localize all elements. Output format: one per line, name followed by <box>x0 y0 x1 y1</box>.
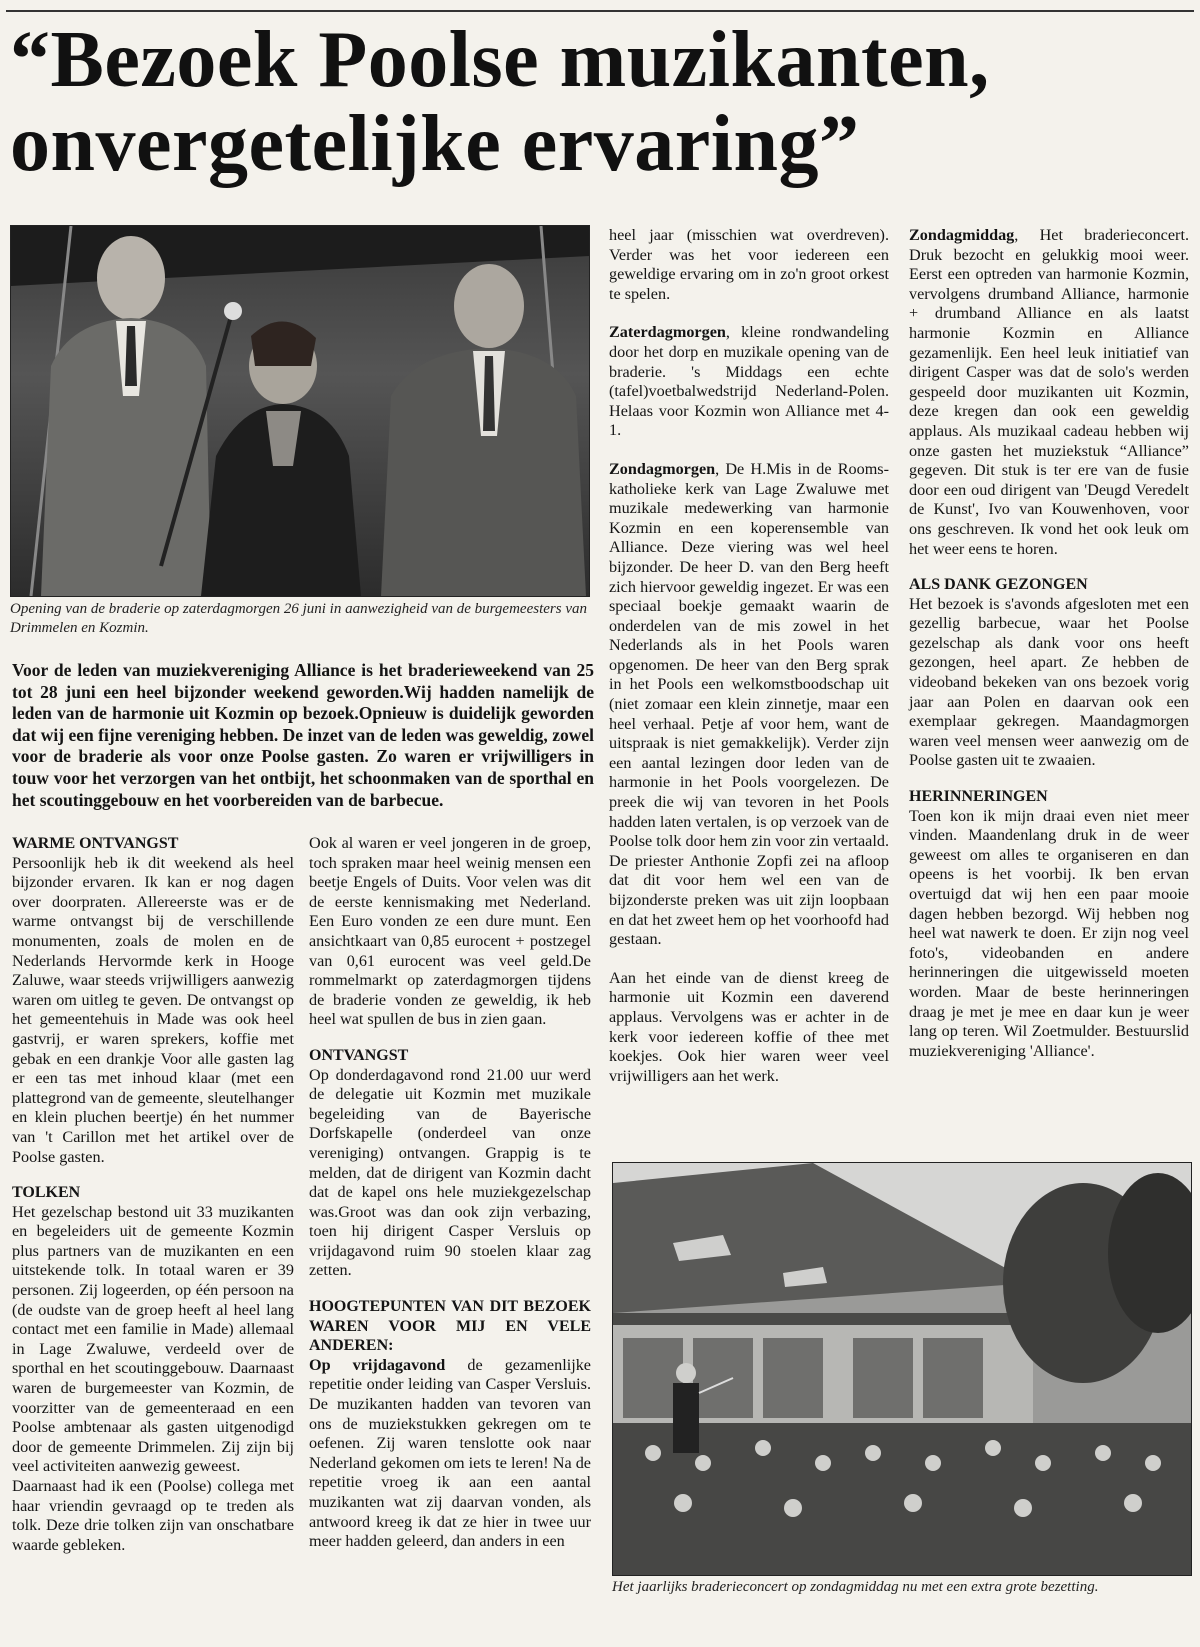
top-rule <box>6 10 1194 12</box>
paragraph-herinneringen: Toen kon ik mijn draai even niet meer vinden. Maandenlang druk in de weer geweest om alles te organiseren en dan opeens is het voorbij. Ik ben ervan overtuigd dat wij hen een paar mooie dagen hebben bezorgd. Wij hebben nog heel wat nawerk te doen. Er zijn nog veel foto's, videobanden en andere herinneringen die uitgewisseld moeten worden. Maar de beste herinneringen draag je met je mee en daar kun je weer lang op teren. Wil Zoetmulder. Bestuurslid muziekvereniging 'Alliance'. <box>909 806 1189 1060</box>
paragraph-continuation: heel jaar (misschien wat overdreven). Verder was het voor iedereen een geweldige ervaring om in zo'n groot orkest te spelen. <box>609 226 889 303</box>
paragraph-tolken: Het gezelschap bestond uit 33 muzikanten en begeleiders uit de gemeente Kozmin plus partners van de muzikanten en een uitstekende tolk. In totaal waren er 39 personen. Zij logeerden, op één persoon na (de oudste van de groep heeft al heel lang contact met een familie in Made) allemaal in Lage Zwaluwe, verdeeld over de sporthal en het scoutinggebouw. Daarnaast waren de burgemeester van Kozmin, de voorzitter van de gemeenteraad en een Poolse ambtenaar als gasten uitgenodigd door de gemeente Drimmelen. Zij zijn bij veel activiteiten aanwezig geweest. <box>12 1202 294 1476</box>
section-heading-herinneringen: HERINNERINGEN <box>909 788 1048 806</box>
column-1 <box>12 834 294 1555</box>
concert-photo-caption: Het jaarlijks braderieconcert op zondagmiddag nu met een extra grote bezetting. <box>612 1579 1099 1595</box>
text-zondagmorgen: , De H.Mis in de Rooms-katholieke kerk van Lage Zwaluwe met muzikale medewerking van harmonie Kozmin en een koperensemble van Alliance. Deze viering was wel heel bijzonder. De heer D. van den Berg heeft zich hiervoor geweldig ingezet. Er was een speciaal boekje gemaakt waarin de onderdelen van de mis zowel in het Nederlands als in het Pools waren opgenomen. De heer van den Berg sprak in het Pools een welkomstboodschap uit (niet zomaar een klein zinnetje, maar een heel verhaal. Petje af voor hem, want de uitspraak is niet gemakkelijk). Verder zijn een aantal lezingen door leden van de harmonie in het Pools voorgelezen. De preek die wij van tevoren in het Pools hadden laten vertalen, is op verzoek van de Poolse tolk door hem zin voor zin vertaald. De priester Anthonie Zopfi zei na afloop dat dit voor hem wel een van de bijzonderste preken was uit zijn loopbaan en dat het zweet hem op het voorhoofd had gestaan. <box>609 459 889 949</box>
lead-in-zaterdagmorgen: Zaterdagmorgen <box>609 323 726 342</box>
section-heading-tolken: TOLKEN <box>12 1184 81 1202</box>
lead-paragraph: Voor de leden van muziekvereniging Alliance is het braderieweekend van 25 tot 28 juni een heel bijzonder weekend geworden.Wij hadden namelijk de leden van de harmonie uit Kozmin op bezoek.Opnieuw is duidelijk geworden dat wij een fijne vereniging hebben. De inzet van de leden was geweldig, zowel voor de braderie als voor onze Poolse gasten. Zo waren er vrijwilligers in touw voor het verzorgen van het ontbijt, het schoonmaken van de sporthal en het scoutinggebouw en het voorbereiden van de barbecue. <box>12 660 594 810</box>
paragraph-zondagmiddag <box>909 226 1189 559</box>
paragraph-warme-ontvangst: Persoonlijk heb ik dit weekend als heel bijzonder ervaren. Ik kan er nog dagen over doorpraten. Allereerste was er de warme ontvangst bij de verschillende monumenten, zoals de molen en de Nederlands Hervormde kerk in Hooge Zaluwe, waar steeds vrijwilligers aanwezig waren om uitleg te geven. De ontvangst op het gemeentehuis in Made was ook heel gastvrij, er waren sprekers, koffie met gebak en een drankje Voor alle gasten lag er een tas met inhoud klaar (met een plattegrond van de gemeente, sleutelhanger en klein pluchen beertje) én het nummer van 't Carillon met het artikel over de Poolse gasten. <box>12 853 294 1166</box>
lead-in-zondagmorgen: Zondagmorgen <box>609 459 716 478</box>
section-heading-hoogtepunten: HOOGTEPUNTEN VAN DIT BEZOEK WAREN VOOR MIJ EN VELE ANDEREN: <box>309 1298 591 1355</box>
column-3 <box>609 226 889 1086</box>
opening-photo <box>10 225 590 597</box>
concert-photo <box>612 1162 1192 1576</box>
lead-in-vrijdagavond: Op vrijdagavond <box>309 1355 446 1374</box>
paragraph-zondagmorgen <box>609 460 889 950</box>
section-heading-ontvangst: ONTVANGST <box>309 1046 409 1064</box>
opening-photo-caption: Opening van de braderie op zaterdagmorgen 26 juni in aanwezigheid van de burgemeesters van Drimmelen en Kozmin. <box>10 601 587 636</box>
paragraph-jongeren: Ook al waren er veel jongeren in de groep, toch spraken maar heel weinig mensen een beetje Engels of Duits. Voor velen was dit de eerste kennismaking met Nederland. Een Euro vonden ze een dure munt. Een ansichtkaart van 0,85 eurocent + postzegel van 0,61 eurocent was veel geld.De rommelmarkt op zaterdagmorgen tijdens de braderie vonden ze geweldig, ik heb heel wat spullen de bus in zien gaan. <box>309 834 591 1029</box>
paragraph-vrijdagavond <box>309 1356 591 1552</box>
text-zaterdagmorgen: , kleine rondwandeling door het dorp en muzikale opening van de braderie. 's Middags een echte (tafel)voetbalwedstrijd Nederland-Polen. Helaas voor Kozmin won Alliance met 4-1. <box>609 323 889 440</box>
column-2 <box>309 834 591 1552</box>
section-heading-als-dank-gezongen: ALS DANK GEZONGEN <box>909 576 1088 594</box>
column-4 <box>909 226 1189 1061</box>
text-vrijdagavond: de gezamenlijke repetitie onder leiding van Casper Versluis. De muzikanten hadden van tevoren van ons de muziekstukken gekregen om te oefenen. Zij waren tenslotte ook naar Nederland gekomen om iets te leren! Na de repetitie vroeg ik aan een aantal muzikanten wat zij daarvan vonden, als antwoord kreeg ik dat ze hier in twee uur meer hadden geleerd, dan anders in een <box>309 1355 591 1551</box>
text-zondagmiddag: , Het braderieconcert. Druk bezocht en gelukkig mooi weer. Eerst een optreden van harmonie Kozmin, vervolgens drumband Alliance, harmonie + drumband Alliance en als laatst harmonie Kozmin en Alliance gezamenlijk. Een heel leuk initiatief van dirigent Casper was dat de solo's werden gespeeld door muzikanten uit Kozmin, deze kregen dan ook een geweldig applaus. Als muzikaal cadeau hebben wij onze gasten het muziekstuk “Alliance” gegeven. Dit stuk is ter ere van de fusie door een oud dirigent van 'Deugd Veredelt de Kunst', Ivo van Kouwenhoven, voor ons geschreven. Ik vond het ook leuk om het weer eens te horen. <box>909 226 1189 558</box>
section-heading-warme-ontvangst: WARME ONTVANGST <box>12 835 179 852</box>
paragraph-als-dank-gezongen: Het bezoek is s'avonds afgesloten met een gezellig barbecue, waar het Poolse gezelschap als dank voor ons heeft gezongen, heel apart. Ze hebben de videoband bekeken van ons bezoek vorig jaar aan Polen en daarvan ook een exemplaar gekregen. Maandagmorgen waren veel mensen weer aanwezig om de Poolse gasten uit te zwaaien. <box>909 594 1189 770</box>
headline: “Bezoek Poolse muzikanten, onvergetelijke ervaring” <box>10 16 990 188</box>
lead-in-zondagmiddag: Zondagmiddag <box>909 226 1015 244</box>
paragraph-einde-dienst: Aan het einde van de dienst kreeg de harmonie uit Kozmin een daverend applaus. Vervolgens was er achter in de kerk voor iedereen koffie of thee met koekjes. Ook hier waren weer veel vrijwilligers aan het werk. <box>609 968 889 1085</box>
paragraph-ontvangst: Op donderdagavond rond 21.00 uur werd de delegatie uit Kozmin met muzikale begeleiding van de Bayerische Dorfskapelle (onderdeel van onze vereniging) ontvangen. Grappig is te melden, dat de dirigent van Kozmin dacht dat de kapel ons hele muziekgezelschap was.Groot was dan ook zijn verbazing, toen hij dirigent Casper Versluis op vrijdagavond ruim 90 stoelen klaar zag zetten. <box>309 1065 591 1280</box>
paragraph-tolken-collega: Daarnaast had ik een (Poolse) collega met haar vriendin gevraagd op te treden als tolk. Deze drie tolken zijn van onschatbare waarde gebleken. <box>12 1477 294 1554</box>
paragraph-zaterdagmorgen <box>609 323 889 441</box>
